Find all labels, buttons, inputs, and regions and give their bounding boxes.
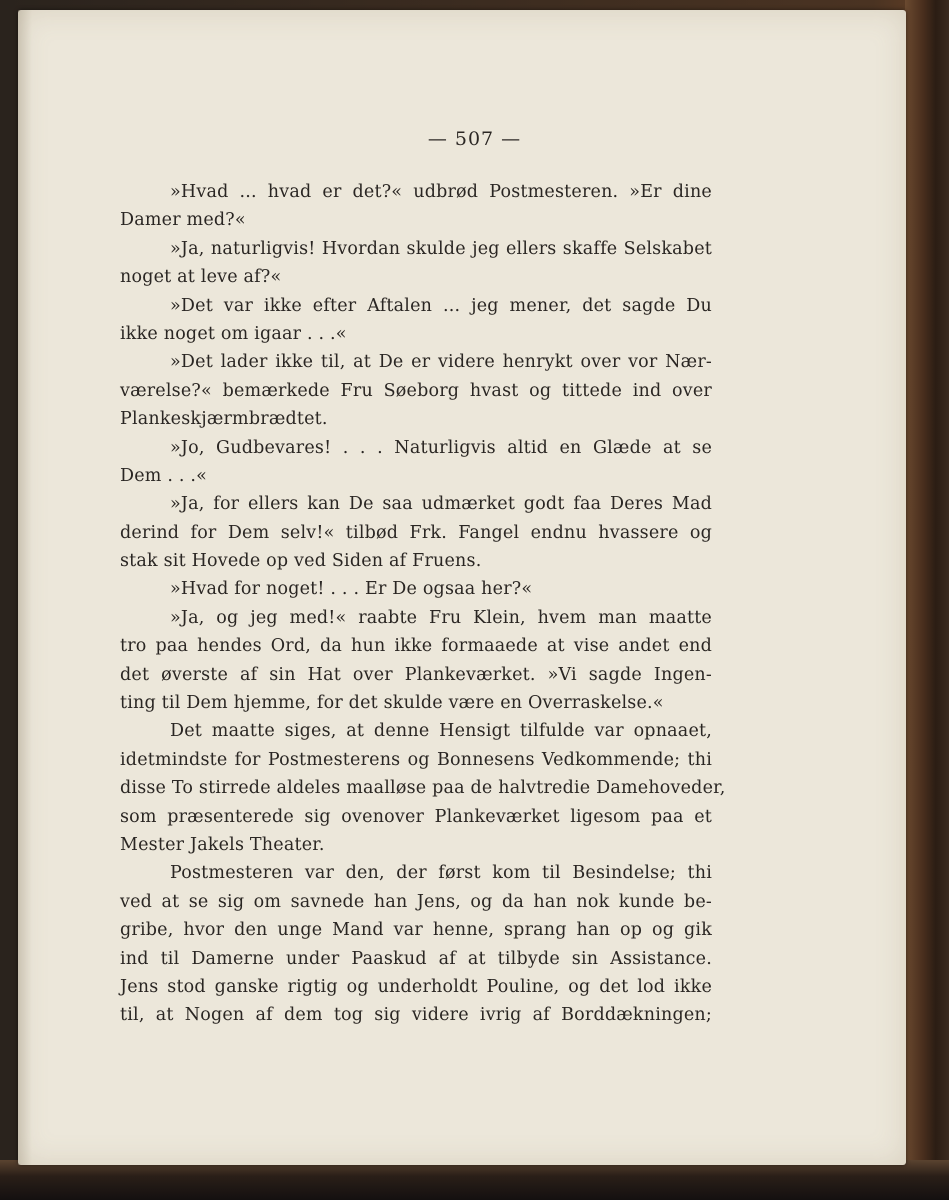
text-line: »Hvad ... hvad er det?« udbrød Postmesteren. »Er dine (170, 182, 712, 202)
text-line: derind for Dem selv!« tilbød Frk. Fangel endnu hvassere og (120, 522, 712, 543)
text-line: idetmindste for Postmesterens og Bonnesens Vedkommende; thi (120, 749, 712, 770)
text-line: det øverste af sin Hat over Plankeværket. »Vi sagde Ingen- (120, 664, 712, 685)
text-line: »Ja, og jeg med!« raabte Fru Klein, hvem man maatte (170, 607, 712, 628)
text-line: »Ja, naturligvis! Hvordan skulde jeg ellers skaffe Selskabet (170, 238, 712, 259)
body-text (120, 178, 726, 1030)
text-line: ved at se sig om savnede han Jens, og da han nok kunde be- (120, 891, 712, 912)
text-line: til, at Nogen af dem tog sig videre ivrig af Borddækningen; (120, 1005, 712, 1026)
text-line: »Hvad for noget! . . . Er De ogsaa her?« (170, 579, 533, 600)
text-line: Jens stod ganske rigtig og underholdt Pouline, og det lod ikke (120, 976, 712, 997)
text-line: ikke noget om igaar . . .« (120, 323, 347, 344)
text-line: tro paa hendes Ord, da hun ikke formaaede at vise andet end (120, 636, 712, 657)
text-line: ting til Dem hjemme, for det skulde være en Overraskelse.« (120, 693, 664, 714)
text-line: Damer med?« (120, 210, 246, 231)
book-binding-edge (905, 0, 949, 1200)
text-line: »Det lader ikke til, at De er videre henrykt over vor Nær- (170, 352, 712, 373)
book-bottom-edge (0, 1160, 949, 1200)
text-line: gribe, hvor den unge Mand var henne, sprang han op og gik (120, 920, 712, 941)
text-line: Plankeskjærmbrædtet. (120, 409, 328, 430)
text-line: »Ja, for ellers kan De saa udmærket godt faa Deres Mad (170, 494, 712, 515)
text-line: ind til Damerne under Paaskud af at tilbyde sin Assistance. (120, 948, 712, 969)
text-line: Det maatte siges, at denne Hensigt tilfulde var opnaaet, (170, 721, 712, 742)
page-number: — 507 — (427, 128, 522, 150)
text-line: som præsenterede sig ovenover Plankeværket ligesom paa et (120, 806, 712, 827)
text-line: »Jo, Gudbevares! . . . Naturligvis altid en Glæde at se (170, 437, 712, 458)
text-line: »Det var ikke efter Aftalen ... jeg mener, det sagde Du (170, 295, 712, 316)
text-line: disse To stirrede aldeles maalløse paa de halvtredie Damehoveder, (120, 778, 726, 799)
page-gutter-shadow (18, 10, 32, 1165)
text-line: stak sit Hovede op ved Siden af Fruens. (120, 551, 482, 572)
text-line: værelse?« bemærkede Fru Søeborg hvast og tittede ind over (120, 380, 712, 401)
text-line: noget at leve af?« (120, 267, 282, 288)
text-line: Postmesteren var den, der først kom til Besindelse; thi (170, 863, 712, 884)
text-line: Mester Jakels Theater. (120, 834, 325, 855)
text-line: Dem . . .« (120, 465, 208, 486)
